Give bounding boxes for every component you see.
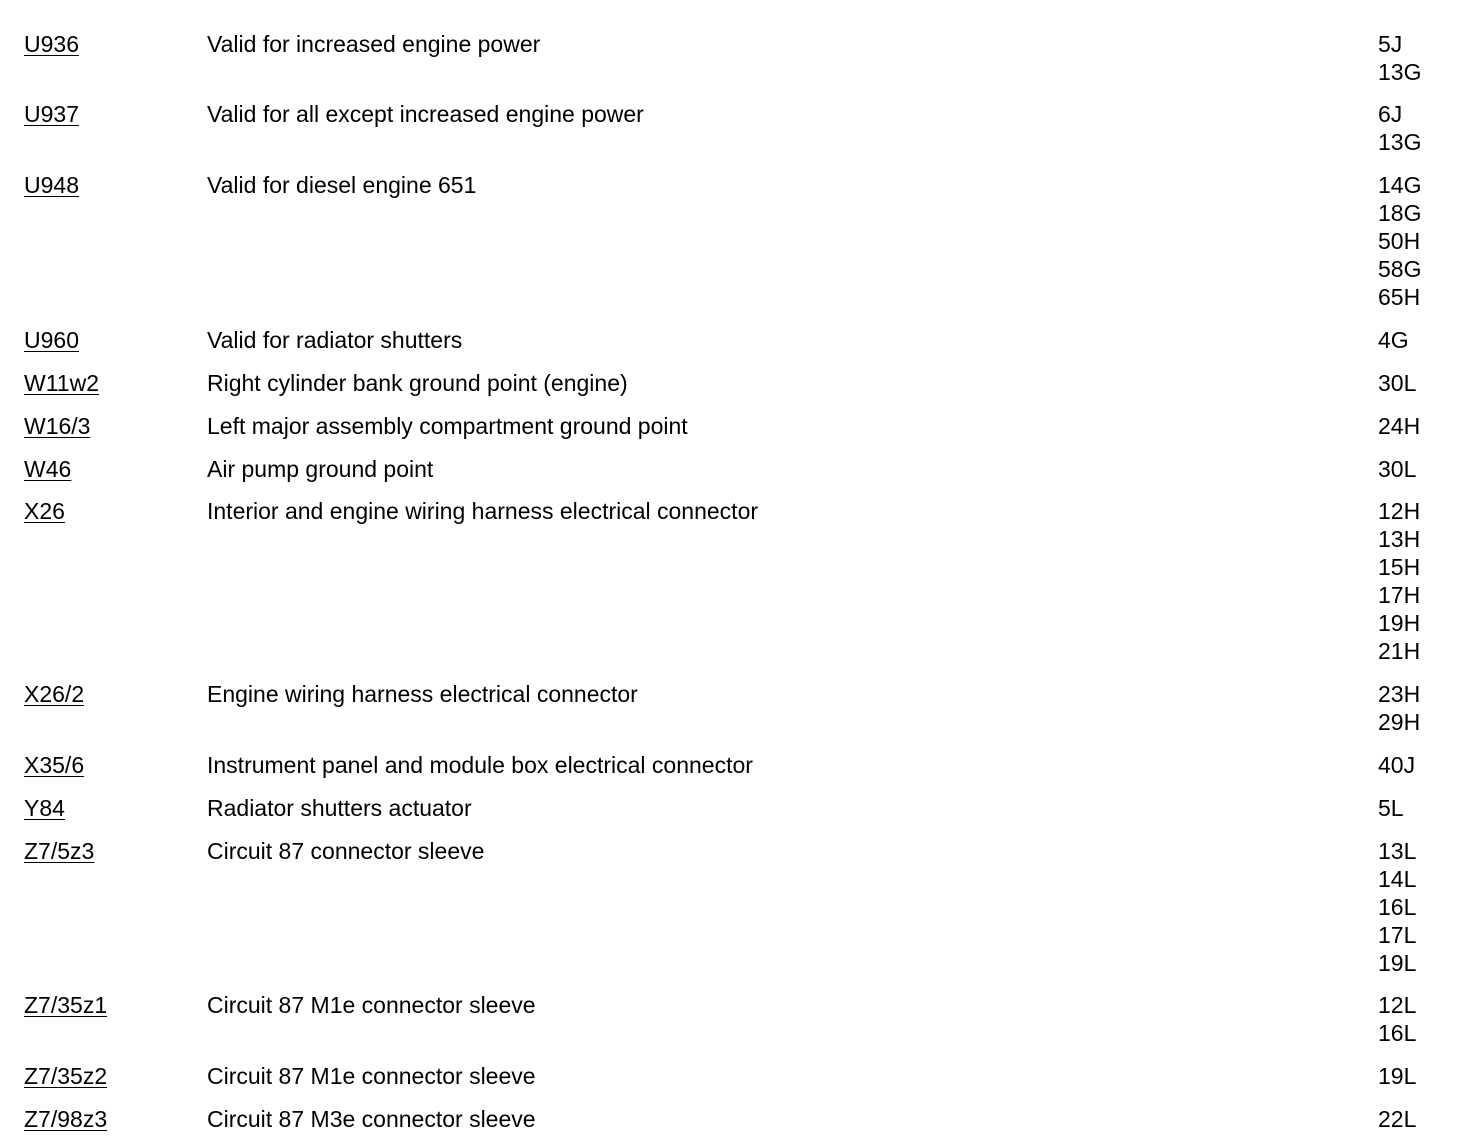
grid-location: 6J xyxy=(1378,101,1403,127)
component-code-link[interactable]: Z7/35z1 xyxy=(24,992,108,1018)
component-code-link[interactable]: Z7/98z3 xyxy=(24,1106,108,1132)
component-description: Engine wiring harness electrical connector xyxy=(207,681,638,707)
grid-location-list xyxy=(1378,1105,1468,1133)
grid-location: 24H xyxy=(1378,413,1421,439)
legend-row xyxy=(0,497,1472,665)
component-code-link[interactable]: X35/6 xyxy=(24,752,85,778)
grid-location: 13G xyxy=(1378,59,1422,85)
component-description: Circuit 87 M3e connector sleeve xyxy=(207,1106,536,1132)
grid-location: 21H xyxy=(1378,638,1421,664)
legend-row xyxy=(0,751,1472,779)
grid-location: 22L xyxy=(1378,1106,1417,1132)
grid-location: 19L xyxy=(1378,1063,1417,1089)
legend-row xyxy=(0,369,1472,397)
component-description: Valid for diesel engine 651 xyxy=(207,172,477,198)
grid-location-list xyxy=(1378,455,1468,483)
grid-location-list xyxy=(1378,30,1468,86)
component-description: Valid for increased engine power xyxy=(207,31,541,57)
component-code-link[interactable]: W16/3 xyxy=(24,413,91,439)
grid-location: 14L xyxy=(1378,866,1417,892)
component-code-link[interactable]: W11w2 xyxy=(24,370,99,396)
component-code-link[interactable]: Z7/35z2 xyxy=(24,1063,108,1089)
component-description: Valid for radiator shutters xyxy=(207,327,463,353)
component-code-link[interactable]: Z7/5z3 xyxy=(24,838,95,864)
component-description: Circuit 87 M1e connector sleeve xyxy=(207,1063,536,1089)
component-code-link[interactable]: Y84 xyxy=(24,795,65,821)
grid-location: 13H xyxy=(1378,526,1421,552)
legend-row xyxy=(0,1062,1472,1090)
grid-location-list xyxy=(1378,837,1468,977)
legend-row xyxy=(0,30,1472,86)
legend-row xyxy=(0,412,1472,440)
grid-location: 58G xyxy=(1378,256,1422,282)
grid-location: 13G xyxy=(1378,129,1422,155)
grid-location: 14G xyxy=(1378,172,1422,198)
grid-location: 30L xyxy=(1378,456,1417,482)
component-description: Interior and engine wiring harness electrical connector xyxy=(207,498,759,524)
grid-location: 12L xyxy=(1378,992,1417,1018)
component-description: Air pump ground point xyxy=(207,456,434,482)
legend-row xyxy=(0,455,1472,483)
component-code-link[interactable]: X26 xyxy=(24,498,65,524)
legend-row xyxy=(0,100,1472,156)
component-code-link[interactable]: U948 xyxy=(24,172,79,198)
legend-row xyxy=(0,680,1472,736)
grid-location: 4G xyxy=(1378,327,1409,353)
grid-location: 18G xyxy=(1378,200,1422,226)
grid-location: 17H xyxy=(1378,582,1421,608)
component-description: Radiator shutters actuator xyxy=(207,795,472,821)
component-description: Left major assembly compartment ground point xyxy=(207,413,688,439)
grid-location: 13L xyxy=(1378,838,1417,864)
grid-location: 16L xyxy=(1378,1020,1417,1046)
component-description: Valid for all except increased engine power xyxy=(207,101,644,127)
grid-location-list xyxy=(1378,326,1468,354)
legend-row xyxy=(0,326,1472,354)
grid-location-list xyxy=(1378,751,1468,779)
grid-location: 15H xyxy=(1378,554,1421,580)
legend-row xyxy=(0,1105,1472,1133)
legend-row xyxy=(0,794,1472,822)
grid-location: 5L xyxy=(1378,795,1404,821)
component-description: Circuit 87 M1e connector sleeve xyxy=(207,992,536,1018)
component-code-link[interactable]: X26/2 xyxy=(24,681,85,707)
grid-location: 29H xyxy=(1378,709,1421,735)
grid-location-list xyxy=(1378,171,1468,311)
grid-location: 65H xyxy=(1378,284,1421,310)
grid-location-list xyxy=(1378,369,1468,397)
legend-row xyxy=(0,991,1472,1047)
component-description: Right cylinder bank ground point (engine) xyxy=(207,370,628,396)
grid-location-list xyxy=(1378,412,1468,440)
grid-location-list xyxy=(1378,497,1468,665)
grid-location: 17L xyxy=(1378,922,1417,948)
grid-location-list xyxy=(1378,794,1468,822)
grid-location: 16L xyxy=(1378,894,1417,920)
grid-location: 50H xyxy=(1378,228,1421,254)
component-description: Instrument panel and module box electrical connector xyxy=(207,752,753,778)
component-code-link[interactable]: U936 xyxy=(24,31,79,57)
grid-location-list xyxy=(1378,100,1468,156)
grid-location-list xyxy=(1378,680,1468,736)
grid-location: 30L xyxy=(1378,370,1417,396)
grid-location: 5J xyxy=(1378,31,1403,57)
grid-location: 23H xyxy=(1378,681,1421,707)
component-code-link[interactable]: W46 xyxy=(24,456,72,482)
grid-location: 19H xyxy=(1378,610,1421,636)
component-code-link[interactable]: U960 xyxy=(24,327,79,353)
legend-row xyxy=(0,837,1472,977)
component-description: Circuit 87 connector sleeve xyxy=(207,838,485,864)
legend-row xyxy=(0,171,1472,311)
grid-location: 40J xyxy=(1378,752,1416,778)
grid-location: 12H xyxy=(1378,498,1421,524)
component-code-link[interactable]: U937 xyxy=(24,101,79,127)
grid-location-list xyxy=(1378,1062,1468,1090)
grid-location: 19L xyxy=(1378,950,1417,976)
grid-location-list xyxy=(1378,991,1468,1047)
